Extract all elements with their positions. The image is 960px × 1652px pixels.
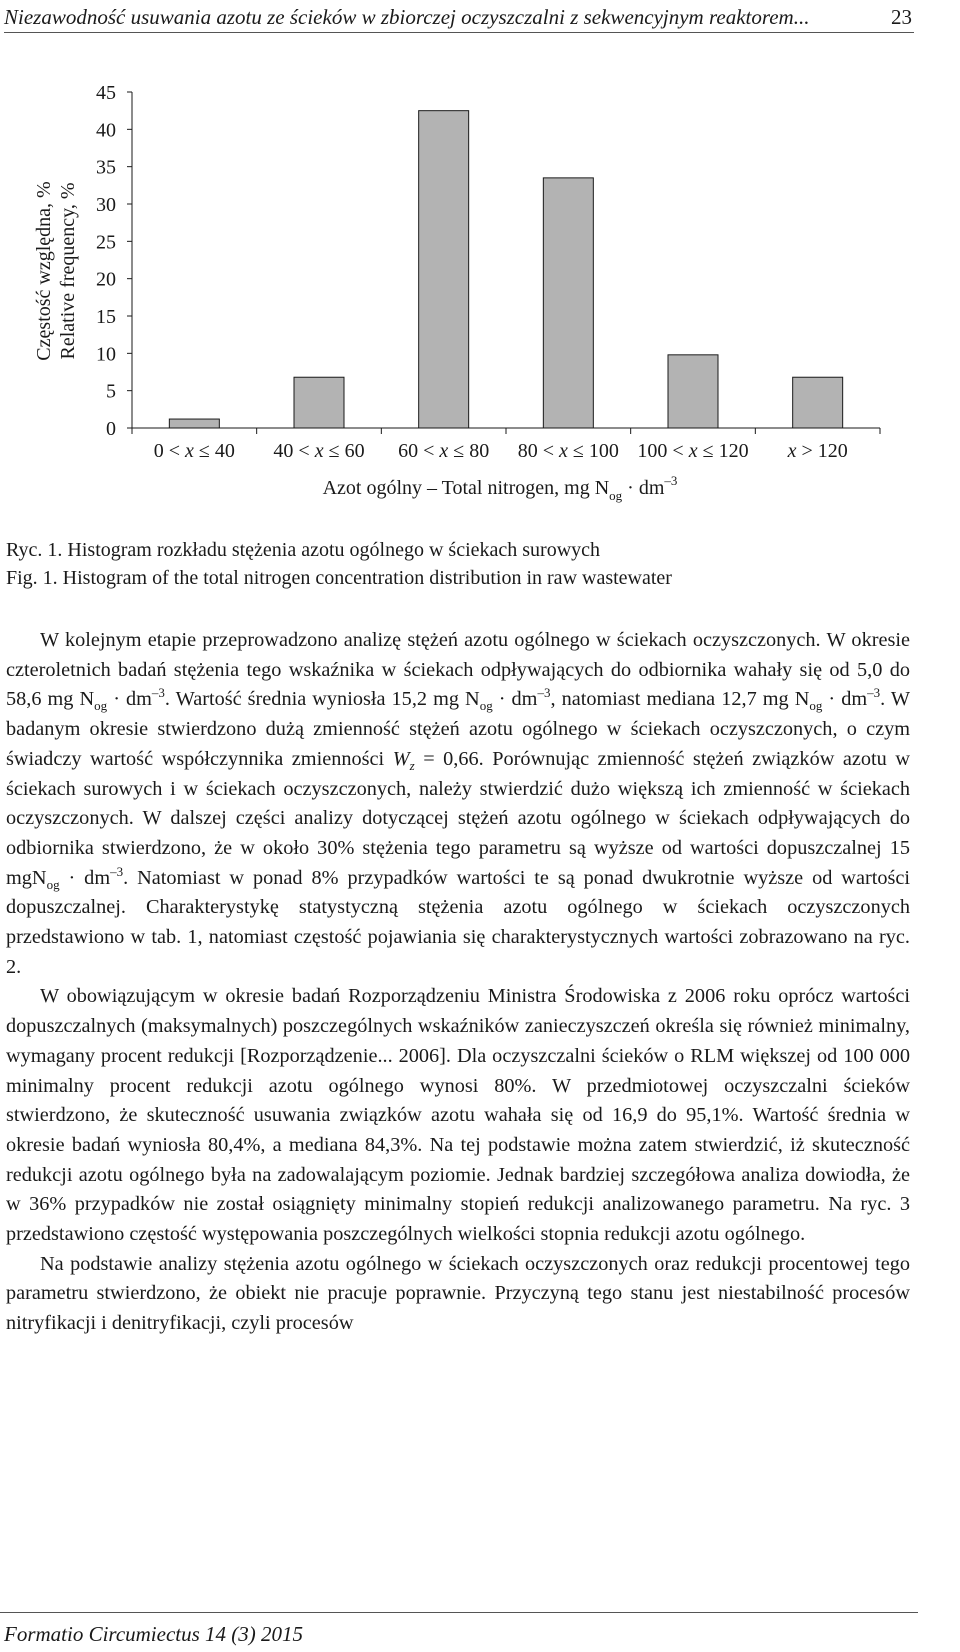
x-tick-label: 40 < x ≤ 60 <box>273 440 365 462</box>
footer-divider <box>0 1612 918 1613</box>
histogram-chart <box>0 72 900 512</box>
bar-5 <box>668 355 718 428</box>
page-number: 23 <box>891 5 912 29</box>
paragraph-2: W obowiązującym w okresie badań Rozporządzeniu Ministra Środowiska z 2006 roku oprócz wartości dopuszczalnych (maksymalnych) poszczególnych wskaźników zanieczyszczeń określa się również minimalny, wymagany procent redukcji [Rozporządzenie... 2006]. Dla oczyszczalni ścieków o RLM większej od 100 000 minimalny procent redukcji azotu ogólnego wynosi 80%. W przedmiotowej oczyszczalni ścieków stwierdzono, że skuteczność usuwania związków azotu wahała się od 16,9 do 95,1%. Wartość średnia w okresie badań wyniosła 80,4%, a mediana 84,3%. Na tej podstawie można zatem stwierdzić, iż skuteczność redukcji azotu ogólnego była na zadowalającym poziomie. Jednak bardziej szczegółowa analiza dowiodła, że w 36% przypadków nie został osiągnięty minimalny stopień redukcji analizowanego parametru. Na ryc. 3 przedstawiono częstość występowania poszczególnych wielkości stopnia redukcji azotu ogólnego. <box>6 985 910 1246</box>
paragraph-1: W kolejnym etapie przeprowadzono analizę stężeń azotu ogólnego w ściekach oczyszczonych. W okresie czteroletnich badań stężenia tego wskaźnika w ściekach odpływających do odbiornika wahały się od 5,0 do 58,6 mg $N_{og} \cdot dm^{-3}$. Wartość średnia wyniosła 15,2 mg $N_{og} \cdot dm^{-3}$, natomiast mediana 12,7 mg $N_{og} \cdot dm^{-3}$. W badanym okresie stwierdzono dużą zmienność stężeń azotu ogólnego w ściekach oczyszczonych, o czym świadczy wartość współczynnika zmienności $W_z = 0,66$. Porównując zmienność stężeń związków azotu w ściekach surowych i w ściekach oczyszczonych, należy stwierdzić dużo większą ich zmienność w ściekach oczyszczonych. W dalszej części analizy dotyczącej stężeń azotu ogólnego w ściekach odpływających do odbiornika stwierdzono, że w około 30% stężenia tego parametru są wyższe od wartości dopuszczalnej 15 $mgN_{og} \cdot dm^{-3}$. Natomiast w ponad 8% przypadków wartości te są ponad dwukrotnie wyższe od wartości dopuszczalnej. Charakterystykę statystyczną stężenia azotu ogólnego w ściekach oczyszczonych przedstawiono w tab. 1, natomiast częstość pojawiania się charakterystycznych wartości zobrazowano na ryc. 2. <box>6 629 911 978</box>
bar-3 <box>419 111 469 428</box>
y-axis-title <box>33 181 79 360</box>
y-tick-label: 5 <box>106 380 116 403</box>
x-axis-ticks <box>132 428 880 434</box>
x-tick-label: x > 120 <box>787 440 848 462</box>
x-tick-label: 60 < x ≤ 80 <box>398 440 490 462</box>
y-tick-label: 10 <box>96 343 116 366</box>
x-tick-label: 0 < x ≤ 40 <box>153 440 235 462</box>
figure-caption-pl: Ryc. 1. Histogram rozkładu stężenia azotu ogólnego w ściekach surowych <box>6 539 601 561</box>
y-tick-label: 40 <box>96 119 116 142</box>
bar-2 <box>294 377 344 428</box>
x-axis-labels <box>154 440 848 462</box>
bars <box>169 111 842 428</box>
bar-1 <box>169 419 219 428</box>
y-axis-ticks <box>96 82 132 440</box>
y-tick-label: 15 <box>96 306 116 328</box>
y-axis-title-en: Relative frequency, % <box>57 182 79 360</box>
running-header-title: Niezawodność usuwania azotu ze ścieków w zbiorczej oczyszczalni z sekwencyjnym reaktorem... <box>4 5 810 29</box>
figure-caption-en: Fig. 1. Histogram of the total nitrogen concentration distribution in raw wastewater <box>6 567 672 589</box>
y-tick-label: 45 <box>96 82 116 104</box>
y-axis-title-pl: Częstość względna, % <box>33 181 55 361</box>
y-tick-label: 25 <box>96 231 116 254</box>
bar-4 <box>543 178 593 428</box>
paragraph-3: Na podstawie analizy stężenia azotu ogólnego w ściekach oczyszczonych oraz redukcji procentowej tego parametru stwierdzono, że obiekt nie pracuje poprawnie. Przyczyną tego stanu jest niestabilność procesów nitryfikacji i denitryfikacji, czyli procesów <box>6 1252 910 1335</box>
y-tick-label: 35 <box>96 156 116 179</box>
running-header <box>4 2 914 33</box>
x-tick-label: 80 < x ≤ 100 <box>517 440 619 462</box>
bar-6 <box>793 377 843 428</box>
x-axis-title: Azot ogólny – Total nitrogen, mg $N_{og} \cdot dm^{-3}$ <box>322 473 678 503</box>
footer-journal: Formatio Circumiectus 14 (3) 2015 <box>4 1622 304 1646</box>
x-tick-label: 100 < x ≤ 120 <box>637 440 749 462</box>
y-tick-label: 20 <box>96 268 116 291</box>
y-tick-label: 0 <box>106 418 116 440</box>
body-text <box>6 626 910 1339</box>
y-tick-label: 30 <box>96 194 116 216</box>
